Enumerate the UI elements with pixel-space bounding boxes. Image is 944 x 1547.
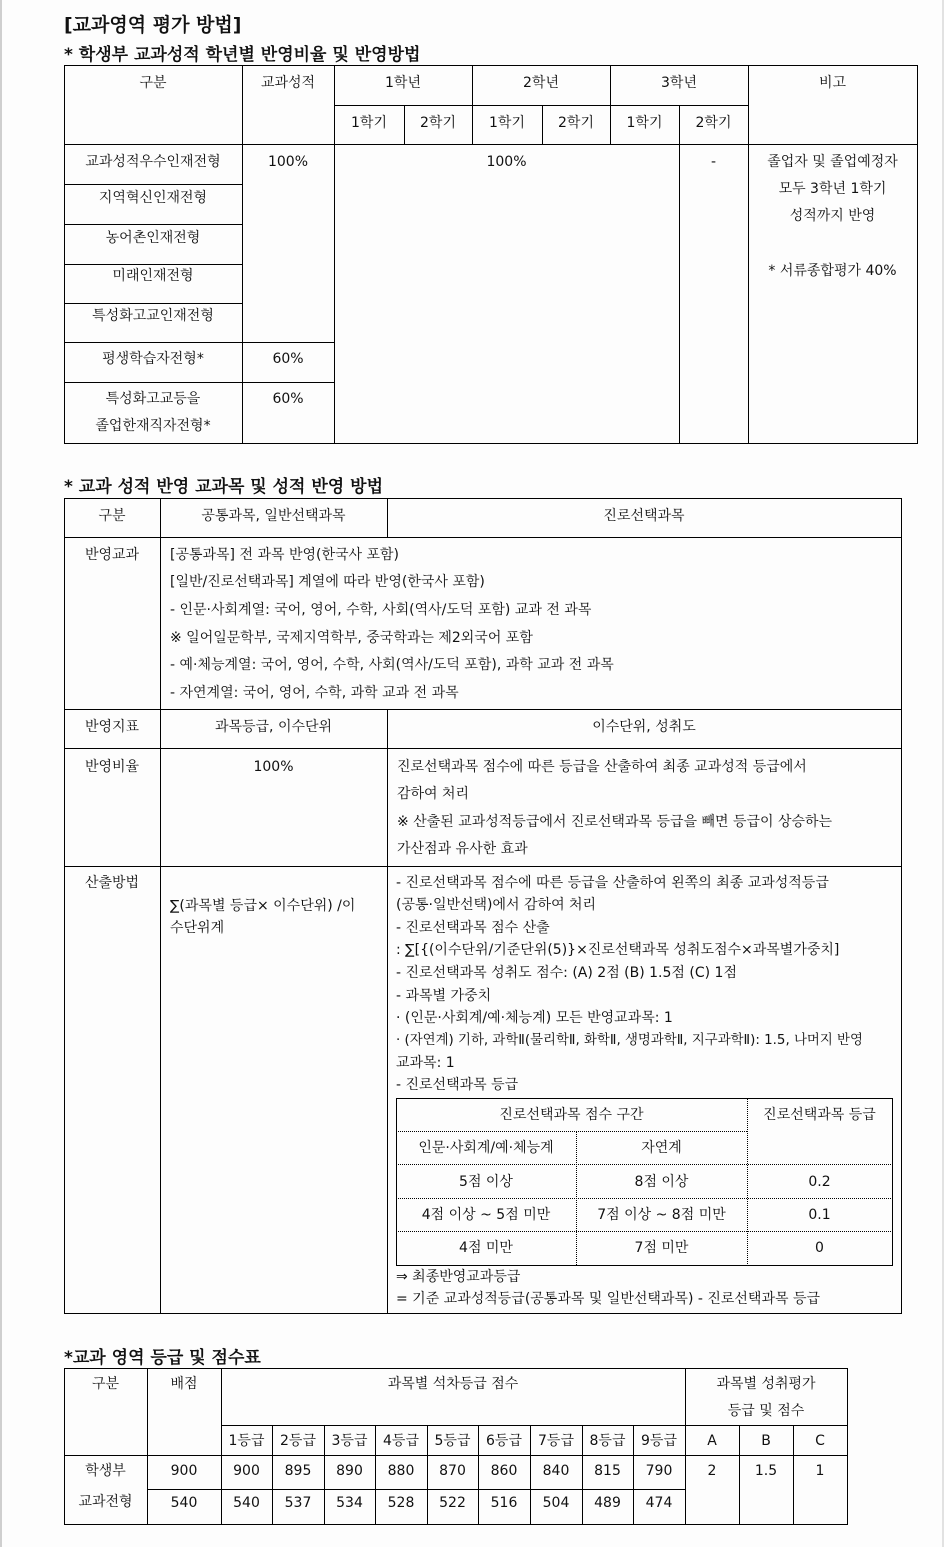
border	[64, 264, 242, 265]
score-cell: 528	[387, 1495, 415, 1511]
ratio-line: ※ 산출된 교과성적등급에서 진로선택과목 등급을 빼면 등급이 상승하는	[397, 814, 833, 830]
border	[64, 1524, 848, 1525]
border	[242, 65, 243, 444]
border	[64, 443, 918, 444]
border	[64, 1368, 848, 1369]
method-line: · (자연계) 기하, 과학Ⅱ(물리학Ⅱ, 화학Ⅱ, 생명과학Ⅱ, 지구과학Ⅱ): 1.5, 나머지 반영	[396, 1033, 863, 1048]
achievement-score: 2	[707, 1463, 717, 1479]
border	[396, 1265, 893, 1266]
subject-line: - 자연계열: 국어, 영어, 수학, 과학 교과 전 과목	[170, 685, 459, 701]
row-label: 반영지표	[84, 719, 140, 735]
footer-line: = 기준 교과성적등급(공통과목 및 일반선택과목) - 진로선택과목 등급	[396, 1291, 821, 1307]
range-cell: 7점 미만	[634, 1240, 689, 1256]
score-cell: 880	[387, 1463, 415, 1479]
border	[64, 342, 334, 343]
border	[160, 498, 161, 1314]
category-cell: 미래인재전형	[112, 268, 194, 284]
header-common: 공통과목, 일반선택과목	[201, 508, 346, 524]
subject-line: - 인문·사회계열: 국어, 영어, 수학, 사회(역사/도덕 포함) 교과 전 과목	[170, 602, 592, 618]
category-cell: 특성화고교인재전형	[92, 308, 214, 324]
header-year-2: 2학년	[523, 75, 559, 91]
achievement-score: 1	[815, 1463, 825, 1479]
header-range: 진로선택과목 점수 구간	[499, 1107, 644, 1123]
grade-header: 3등급	[331, 1433, 368, 1449]
border	[387, 709, 388, 1314]
range-cell: 7점 이상 ~ 8점 미만	[597, 1207, 726, 1223]
left-edge	[0, 0, 2, 1547]
border	[64, 184, 242, 185]
border	[64, 65, 65, 444]
method-line: - 진로선택과목 점수 산출	[396, 920, 550, 936]
score-cell: 534	[336, 1495, 363, 1511]
section3-heading: *교과 영역 등급 및 점수표	[64, 1348, 261, 1368]
method-line: - 진로선택과목 등급	[396, 1077, 519, 1093]
range-cell: 4점 이상 ~ 5점 미만	[421, 1207, 551, 1223]
method-line: 교과목: 1	[396, 1055, 455, 1071]
border	[64, 709, 902, 710]
index-common: 과목등급, 이수단위	[214, 719, 333, 735]
method-line: - 과목별 가중치	[396, 988, 492, 1004]
grade-header: 5등급	[434, 1433, 471, 1449]
grade-cell: 0.1	[808, 1207, 831, 1223]
border	[847, 1368, 848, 1525]
method-common-line: ∑(과목별 등급× 이수단위) /이	[170, 898, 356, 914]
grade-header: 2등급	[280, 1433, 316, 1449]
subject-line: [공통과목] 전 과목 반영(한국사 포함)	[170, 547, 399, 563]
page-title: [교과영역 평가 방법]	[64, 14, 242, 36]
method-line: : ∑[{(이수단위/기준단위(5)}×진로선택과목 성취도점수×과목별가중치]	[396, 942, 840, 958]
grade-header: 8등급	[589, 1433, 626, 1449]
subheader-humanities: 인문·사회계/예·체능계	[418, 1140, 554, 1156]
border	[748, 65, 749, 444]
subject-line: - 예·체능계열: 국어, 영어, 수학, 사회(역사/도덕 포함), 과학 교과 전 과목	[170, 657, 614, 673]
header-semester: 1학기	[626, 115, 663, 131]
score-cell: 790	[645, 1463, 673, 1479]
border	[917, 65, 918, 444]
score-cell: 474	[645, 1495, 673, 1511]
border	[64, 224, 242, 225]
border	[64, 1455, 848, 1456]
note-line: 모두 3학년 1학기	[778, 181, 887, 197]
header-category: 구분	[98, 508, 126, 524]
category-cell: 농어촌인재전형	[105, 230, 201, 246]
category-cell: 특성화고교등을	[105, 391, 201, 407]
ratio-common: 100%	[253, 759, 294, 775]
footer-line: ⇒ 최종반영교과등급	[396, 1269, 521, 1285]
points-cell: 540	[170, 1495, 198, 1511]
note-line: * 서류종합평가 40%	[768, 263, 897, 279]
grade-header: 6등급	[486, 1433, 522, 1449]
score-cell: 860	[490, 1463, 518, 1479]
border	[64, 303, 242, 304]
grade-score-value: 100%	[267, 154, 309, 170]
row-label: 반영비율	[84, 759, 140, 775]
header-category: 구분	[139, 75, 167, 91]
header-year-1: 1학년	[385, 75, 421, 91]
border	[64, 382, 334, 383]
score-cell: 540	[233, 1495, 260, 1511]
score-cell: 890	[336, 1463, 363, 1479]
achievement-header: A	[707, 1433, 717, 1449]
score-cell: 516	[490, 1495, 518, 1511]
achievement-header: B	[761, 1433, 771, 1449]
category-cell: 교과성적우수인재전형	[85, 154, 221, 170]
border	[64, 65, 918, 66]
subheader-science: 자연계	[641, 1140, 682, 1156]
header-points: 배점	[170, 1376, 198, 1392]
header-grade: 진로선택과목 등급	[763, 1107, 876, 1123]
score-cell: 815	[594, 1463, 621, 1479]
border	[64, 866, 902, 867]
category-cell: 지역혁신인재전형	[98, 190, 208, 206]
note-line: 성적까지 반영	[789, 208, 876, 224]
grade-cell: 0.2	[808, 1174, 831, 1190]
header-semester: 2학기	[695, 115, 732, 131]
method-line: (공통·일반선택)에서 감하여 처리	[396, 897, 597, 913]
grade-header: 1등급	[228, 1433, 265, 1449]
border	[64, 498, 65, 1314]
method-line: - 진로선택과목 점수에 따른 등급을 산출하여 왼쪽의 최종 교과성적등급	[396, 875, 829, 891]
border	[901, 498, 902, 1314]
range-cell: 5점 이상	[459, 1174, 513, 1190]
achievement-score: 1.5	[754, 1463, 778, 1479]
score-cell: 895	[284, 1463, 312, 1479]
subject-line: [일반/진로선택과목] 계열에 따라 반영(한국사 포함)	[170, 574, 485, 590]
method-line: · (인문·사회계/예·체능계) 모든 반영교과목: 1	[396, 1010, 673, 1026]
border	[64, 537, 902, 538]
ratio-line: 감하여 처리	[397, 786, 470, 802]
note-line: 졸업자 및 졸업예정자	[767, 154, 898, 170]
subject-line: ※ 일어일문학부, 국제지역학부, 중국학과는 제2외국어 포함	[170, 630, 533, 646]
category-cell: 평생학습자전형*	[102, 351, 204, 367]
header-rank-scores: 과목별 석차등급 점수	[387, 1376, 519, 1392]
ratio-line: 진로선택과목 점수에 따른 등급을 산출하여 최종 교과성적 등급에서	[397, 759, 807, 775]
border	[64, 1313, 902, 1314]
border	[64, 498, 902, 499]
header-category: 구분	[91, 1376, 120, 1392]
score-cell: 489	[594, 1495, 621, 1511]
range-cell: 4점 미만	[459, 1240, 513, 1256]
border	[892, 1098, 893, 1266]
border	[396, 1198, 893, 1199]
grade-cell: 0	[815, 1240, 824, 1256]
border	[396, 1131, 747, 1132]
points-cell: 900	[170, 1463, 198, 1479]
grade-header: 4등급	[383, 1433, 419, 1449]
header-achievement: 과목별 성취평가	[716, 1376, 816, 1392]
grade-header: 9등급	[641, 1433, 677, 1449]
header-career: 진로선택과목	[603, 508, 685, 524]
category-cell: 교과전형	[78, 1494, 133, 1510]
range-cell: 8점 이상	[634, 1174, 689, 1190]
border	[396, 1098, 893, 1099]
index-career: 이수단위, 성취도	[592, 719, 696, 735]
border	[334, 105, 748, 106]
score-cell: 522	[439, 1495, 466, 1511]
header-year-3: 3학년	[661, 75, 697, 91]
achievement-header: C	[815, 1433, 825, 1449]
category-cell: 졸업한재직자전형*	[95, 418, 211, 434]
score-cell: 504	[542, 1495, 570, 1511]
grade-header: 7등급	[538, 1433, 574, 1449]
method-line: - 진로선택과목 성취도 점수: (A) 2점 (B) 1.5점 (C) 1점	[396, 965, 737, 981]
header-grade-score: 교과성적	[260, 75, 316, 91]
grade-score-value: 60%	[272, 391, 304, 407]
category-cell: 학생부	[85, 1463, 126, 1479]
last-semester-value: -	[710, 154, 717, 170]
border	[64, 144, 918, 145]
header-semester: 2학기	[420, 115, 456, 131]
row-label: 반영교과	[84, 547, 140, 563]
border	[396, 1164, 893, 1165]
section2-heading: * 교과 성적 반영 교과목 및 성적 반영 방법	[64, 477, 383, 497]
header-semester: 1학기	[351, 115, 387, 131]
header-achievement: 등급 및 점수	[727, 1403, 805, 1419]
score-cell: 900	[233, 1463, 260, 1479]
method-common-line: 수단위계	[170, 920, 225, 936]
border	[147, 1489, 685, 1490]
score-cell: 537	[284, 1495, 312, 1511]
score-cell: 870	[439, 1463, 466, 1479]
ratio-line: 가산점과 유사한 효과	[397, 841, 528, 857]
border	[396, 1231, 893, 1232]
row-label: 산출방법	[84, 875, 140, 891]
header-note: 비고	[818, 75, 847, 91]
border	[64, 748, 902, 749]
header-semester: 2학기	[558, 115, 594, 131]
score-cell: 840	[542, 1463, 570, 1479]
border	[221, 1425, 848, 1426]
grade-score-value: 60%	[272, 351, 304, 367]
semester-ratio-value: 100%	[486, 154, 527, 170]
section1-heading: * 학생부 교과성적 학년별 반영비율 및 반영방법	[64, 45, 421, 65]
header-semester: 1학기	[489, 115, 525, 131]
